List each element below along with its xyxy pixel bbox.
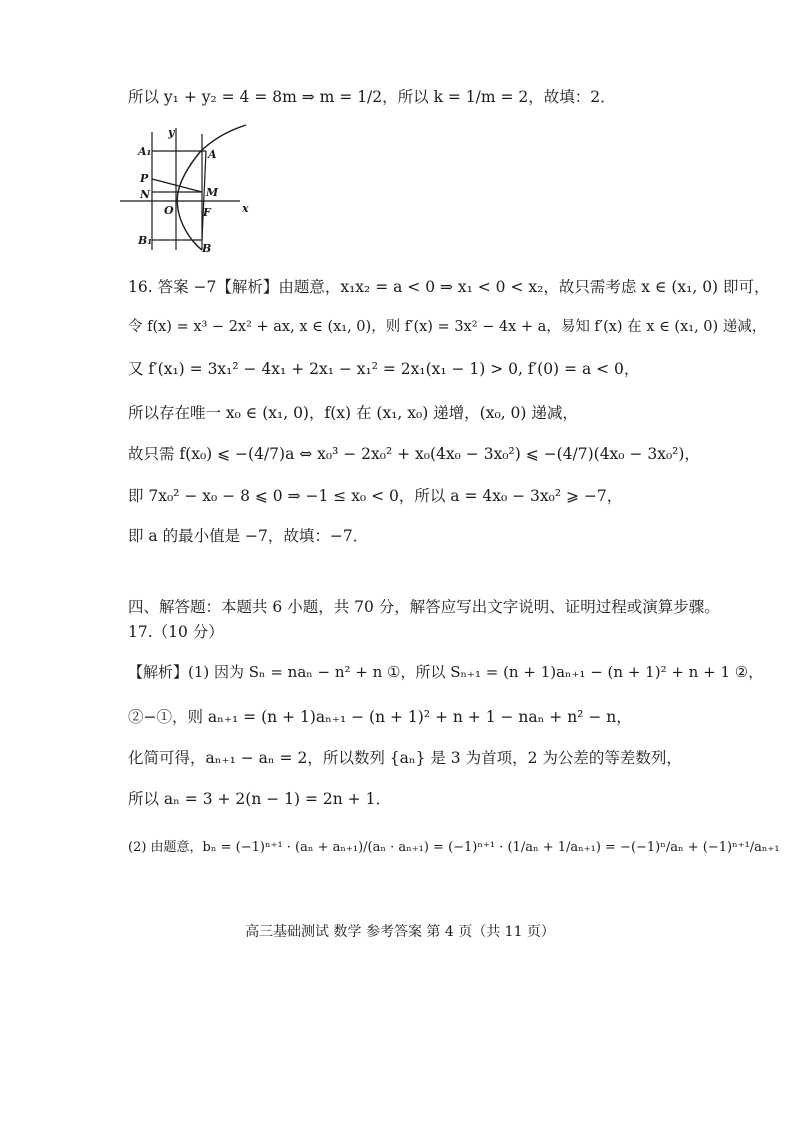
line-3: 令 f(x) = x³ − 2x² + ax, x ∈ (x₁, 0)，则 f′(x) = 3x² − 4x + a，易知 f′(x) 在 x ∈ (x₁, 0) 递减， — [128, 319, 767, 335]
line-13: 化简可得，aₙ₊₁ − aₙ = 2，所以数列 {aₙ} 是 3 为首项，2 为公差的等差数列， — [128, 749, 682, 767]
label-n: N — [140, 188, 151, 201]
label-a: A — [208, 148, 217, 161]
line-5: 所以存在唯一 x₀ ∈ (x₁, 0)，f(x) 在 (x₁, x₀) 递增，(x₀, 0) 递减， — [128, 404, 578, 422]
label-o: O — [164, 204, 174, 217]
line-14: 所以 aₙ = 3 + 2(n − 1) = 2n + 1． — [128, 790, 391, 808]
line-12: ②−①，则 aₙ₊₁ = (n + 1)aₙ₊₁ − (n + 1)² + n + 1 − naₙ + n² − n， — [128, 708, 632, 726]
segment-p-m — [152, 179, 202, 192]
line-2: 16. 答案 −7【解析】由题意，x₁x₂ = a < 0 ⇒ x₁ < 0 < x₂，故只需考虑 x ∈ (x₁, 0) 即可， — [128, 278, 770, 296]
line-15: (2) 由题意，bₙ = (−1)ⁿ⁺¹ · (aₙ + aₙ₊₁)/(aₙ · aₙ₊₁) = (−1)ⁿ⁺¹ · (1/aₙ + 1/aₙ₊₁) = −(−1)ⁿ/aₙ + (−1)ⁿ⁺¹/aₙ₊₁ — [128, 840, 780, 855]
label-a1: A₁ — [138, 145, 152, 158]
line-7: 即 7x₀² − x₀ − 8 ⩽ 0 ⇒ −1 ≤ x₀ < 0，所以 a = 4x₀ − 3x₀² ⩾ −7， — [128, 487, 623, 505]
label-m: M — [206, 186, 219, 199]
label-b1: B₁ — [138, 234, 153, 247]
label-x: x — [242, 202, 249, 215]
label-p: P — [140, 172, 149, 185]
parabola-figure — [118, 120, 258, 255]
page-footer: 高三基础测试 数学 参考答案 第 4 页（共 11 页） — [245, 924, 555, 940]
label-b: B — [202, 242, 212, 255]
line-4: 又 f′(x₁) = 3x₁² − 4x₁ + 2x₁ − x₁² = 2x₁(x₁ − 1) > 0, f′(0) = a < 0， — [128, 360, 640, 378]
label-y: y — [168, 126, 175, 139]
line-11: 【解析】(1) 因为 Sₙ = naₙ − n² + n ①，所以 Sₙ₊₁ = (n + 1)aₙ₊₁ − (n + 1)² + n + 1 ②， — [128, 663, 764, 681]
line-1: 所以 y₁ + y₂ = 4 = 8m ⇒ m = 1/2，所以 k = 1/m = 2，故填：2． — [128, 88, 616, 106]
question-17: 17.（10 分） — [128, 623, 224, 641]
line-8: 即 a 的最小值是 −7，故填：−7． — [128, 527, 369, 545]
line-6: 故只需 f(x₀) ⩽ −(4/7)a ⇔ x₀³ − 2x₀² + x₀(4x₀ − 3x₀²) ⩽ −(4/7)(4x₀ − 3x₀²)， — [128, 445, 700, 463]
section-heading: 四、解答题：本题共 6 小题，共 70 分，解答应写出文字说明、证明过程或演算步骤。 — [128, 598, 720, 616]
label-f: F — [203, 206, 211, 219]
